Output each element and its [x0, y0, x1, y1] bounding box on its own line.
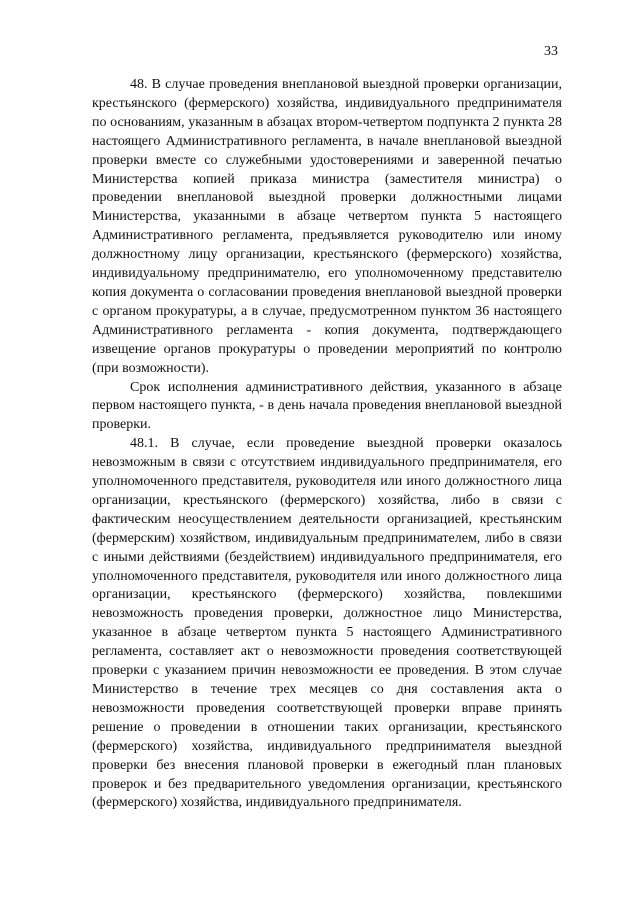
paragraph-deadline: Срок исполнения административного действия, указанного в абзаце первом настоящего пункта, - в день начала проведения внеплановой выездной проверки. [92, 379, 562, 433]
page-number: 33 [544, 44, 558, 59]
paragraph-48-1: 48.1. В случае, если проведение выездной проверки оказалось невозможным в связи с отсутствием индивидуального предпринимателя, его уполномоченного представителя, руководителя или иного должностного лица организации, крестьянского (фермерского) хозяйства, либо в связи с фактическим неосуществлением деятельности организацией, крестьянским (фермерским) хозяйством, индивидуальным предпринимателем, либо в связи с иными действиями (бездействием) индивидуального предпринимателя, его уполномоченного представителя, руководителя или иного должностного лица организации, крестьянского (фермерского) хозяйства, повлекшими невозможность проведения проверки, должностное лицо Министерства, указанное в абзаце четвертом пункта 5 настоящего Административного регламента, составляет акт о невозможности проведения соответствующей проверки с указанием причин невозможности ее проведения. В этом случае Министерство в течение трех месяцев со дня составления акта о невозможности проведения соответствующей проверки вправе принять решение о проведении в отношении таких организации, крестьянского (фермерского) хозяйства, индивидуального предпринимателя выездной проверки без внесения плановой проверки в ежегодный план плановых проверок и без предварительного уведомления организации, крестьянского (фермерского) хозяйства, индивидуального предпринимателя. [92, 436, 562, 811]
document-body [92, 76, 562, 813]
paragraph-48: 48. В случае проведения внеплановой выездной проверки организации, крестьянского (фермерского) хозяйства, индивидуального предпринимателя по основаниям, указанным в абзацах втором-четвертом подпункта 2 пункта 28 настоящего Административного регламента, в начале внеплановой выездной проверки вместе со служебными удостоверениями и заверенной печатью Министерства копией приказа министра (заместителя министра) о проведении внеплановой выездной проверки должностными лицами Министерства, указанными в абзаце четвертом пункта 5 настоящего Административного регламента, предъявляется руководителю или иному должностному лицу организации, крестьянского (фермерского) хозяйства, индивидуальному предпринимателю, его уполномоченному представителю копия документа о согласовании проведения внеплановой выездной проверки с органом прокуратуры, а в случае, предусмотренном пунктом 36 настоящего Административного регламента - копия документа, подтверждающего извещение органов прокуратуры о проведении мероприятий по контролю (при возможности). [92, 77, 562, 376]
